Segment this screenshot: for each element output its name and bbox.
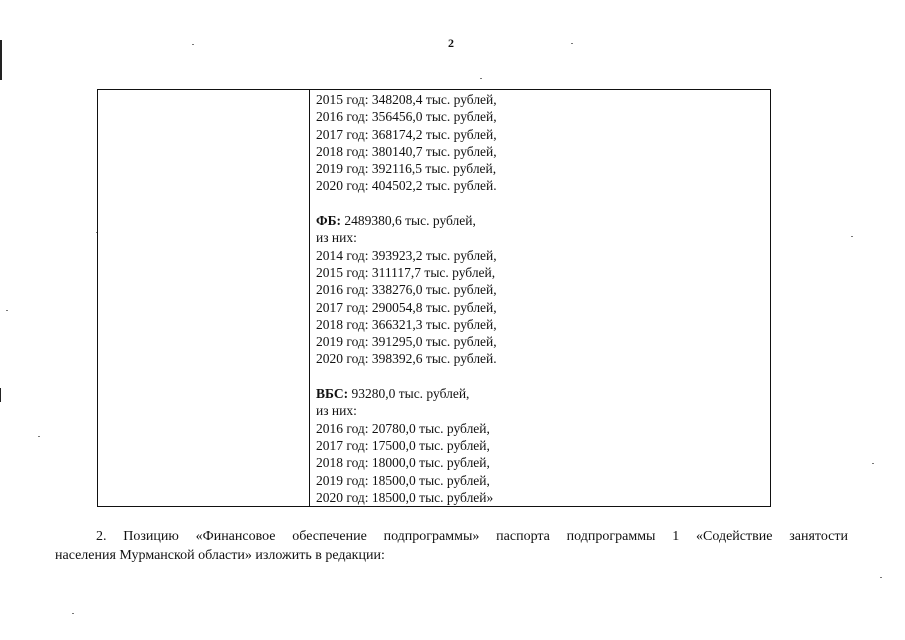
scan-speck [192,44,194,45]
year-line: 2017 год: 368174,2 тыс. рублей, [316,126,497,142]
vbs-of-which: из них: [316,403,357,419]
paragraph-line-2: населения Мурманской области» изложить в редакции: [55,548,385,563]
vbs-year-line: 2019 год: 18500,0 тыс. рублей, [316,472,490,488]
year-line: 2019 год: 392116,5 тыс. рублей, [316,161,497,177]
scan-speck [38,436,40,437]
page-number: 2 [448,36,454,50]
fb-year-line: 2020 год: 398392,6 тыс. рублей. [316,351,497,367]
vbs-year-line: 2020 год: 18500,0 тыс. рублей» [316,489,494,505]
vbs-year-line: 2017 год: 17500,0 тыс. рублей, [316,437,490,453]
fb-total-line [316,212,497,229]
fb-year-line: 2014 год: 393923,2 тыс. рублей, [316,247,497,263]
scan-edge-mark [0,388,1,402]
financing-details-cell [316,91,497,506]
scan-edge-mark [0,40,2,80]
vbs-total: 93280,0 тыс. рублей, [348,386,470,402]
scan-speck [851,236,853,237]
amendment-paragraph [55,527,848,565]
paragraph-line-1: 2. Позицию «Финансовое обеспечение подпрограммы» паспорта подпрограммы 1 «Содействие занятости [96,529,848,544]
fb-year-line: 2015 год: 311117,7 тыс. рублей, [316,264,496,280]
scan-speck [880,577,882,578]
fb-year-line: 2016 год: 338276,0 тыс. рублей, [316,282,497,298]
fb-of-which: из них: [316,230,357,246]
table-column-divider [309,90,310,506]
vbs-year-line: 2016 год: 20780,0 тыс. рублей, [316,420,490,436]
fb-label: ФБ: [316,213,342,229]
scan-speck [6,310,8,311]
vbs-label: ВБС: [316,386,349,402]
year-line: 2016 год: 356456,0 тыс. рублей, [316,109,497,125]
fb-year-line: 2018 год: 366321,3 тыс. рублей, [316,316,497,332]
vbs-total-line [316,385,497,402]
fb-total: 2489380,6 тыс. рублей, [341,213,476,229]
vbs-year-line: 2018 год: 18000,0 тыс. рублей, [316,455,490,471]
financing-table [97,89,771,507]
fb-year-line: 2017 год: 290054,8 тыс. рублей, [316,299,497,315]
scan-speck [571,43,573,44]
year-line: 2018 год: 380140,7 тыс. рублей, [316,143,497,159]
year-line: 2020 год: 404502,2 тыс. рублей. [316,178,497,194]
year-line: 2015 год: 348208,4 тыс. рублей, [316,92,497,107]
scan-speck [480,78,482,79]
scan-speck [872,463,874,464]
fb-year-line: 2019 год: 391295,0 тыс. рублей, [316,334,497,350]
scan-speck [72,613,74,614]
